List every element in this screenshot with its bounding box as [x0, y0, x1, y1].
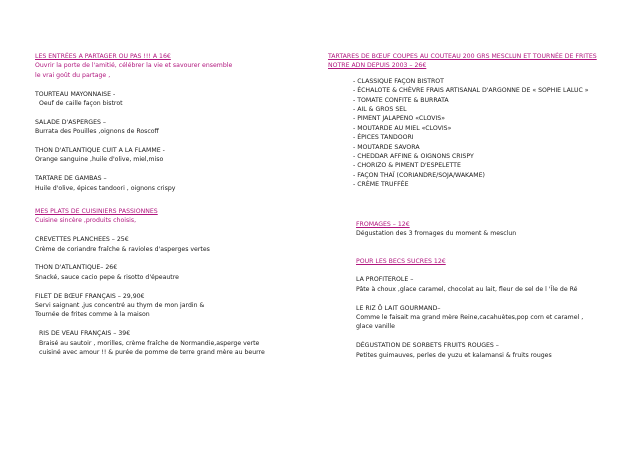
entree-name: TOURTEAU MAYONNAISE -	[35, 90, 116, 98]
dessert-desc: Comme le faisait ma grand mère Reine,cacahuètes,pop corn et caramel ,	[356, 313, 584, 321]
entree-item	[35, 118, 305, 137]
entrees-title: LES ENTRÉES A PARTAGER OU PAS !!! A 16€	[35, 53, 171, 60]
dessert-desc: Petites guimauves, perles de yuzu et kalamansi & fruits rouges	[356, 351, 552, 359]
plat-desc: cuisiné avec amour !! & purée de pomme de terre grand mère au beurre	[39, 349, 265, 357]
tartare-item: - CHORIZO & PIMENT D'ESPELETTE	[353, 162, 461, 170]
tartare-item: - CLASSIQUE FAÇON BISTROT	[353, 77, 444, 85]
tartare-item: - MOUTARDE AU MIEL «CLOVIS»	[353, 124, 452, 132]
entrees-intro-1: Ouvrir la porte de l'amitié, célébrer la vie et savourer ensemble	[35, 62, 233, 70]
tartares-title-2: NOTRE ADN DEPUIS 2003 – 26€	[328, 62, 427, 70]
entree-item	[35, 146, 305, 165]
entree-desc: Oeuf de caille façon bistrot	[39, 100, 123, 108]
tartares-title-1: TARTARES DE BŒUF COUPES AU COUTEAU 200 GRS MESCLUN ET TOURNÉE DE FRITES	[328, 53, 597, 60]
plat-name: THON D'ATLANTIQUE– 26€	[35, 264, 118, 272]
plat-desc: Braisé au sautoir , morilles, crème fraîche de Normandie,asperge verte	[39, 339, 260, 347]
entree-item	[35, 174, 305, 193]
dessert-item	[328, 304, 628, 332]
plat-item	[35, 329, 305, 357]
dessert-name: LA PROFITEROLE –	[356, 276, 414, 284]
entree-name: TARTARE DE GAMBAS –	[35, 175, 107, 183]
dessert-name: LE RIZ Ô LAIT GOURMAND–	[356, 304, 441, 312]
tartare-item: - MOUTARDE SAVORA	[353, 143, 420, 151]
left-column	[35, 52, 305, 357]
tartare-item: - ÉPICES TANDOORI	[353, 134, 414, 142]
plat-item	[35, 235, 305, 254]
entree-name: THON D'ATLANTIQUE CUIT A LA FLAMME -	[35, 147, 165, 155]
plats-title: MES PLATS DE CUISINIERS PASSIONNES	[35, 208, 158, 216]
dessert-item	[328, 275, 628, 294]
plat-name: CREVETTES PLANCHEES – 25€	[35, 236, 129, 244]
dessert-name: DÉGUSTATION DE SORBETS FRUITS ROUGES –	[356, 342, 499, 350]
plat-desc: Snacké, sauce cacio pepe & risotto d'épeautre	[35, 273, 179, 281]
plat-desc: Crème de coriandre fraîche & ravioles d'asperges vertes	[35, 245, 210, 253]
entree-desc: Huile d'olive, épices tandoori , oignons crispy	[35, 184, 176, 192]
dessert-desc: glace vanille	[356, 323, 395, 331]
entree-desc: Burrata des Pouilles ,oignons de Roscoff	[35, 128, 159, 136]
tartare-item: - FAÇON THAÏ (CORIANDRE/SOJA/WAKAME)	[353, 171, 485, 179]
entree-desc: Orange sanguine ,huile d'olive, miel,miso	[35, 156, 164, 164]
plat-item	[35, 292, 305, 320]
tartare-item: - CHEDDAR AFFINE & OIGNONS CRISPY	[353, 153, 474, 161]
entrees-intro-2: le vrai goût du partage ,	[35, 71, 111, 79]
plats-intro: Cuisine sincère ,produits choisis,	[35, 217, 137, 225]
tartare-item: - CRÈME TRUFFÉE	[353, 181, 409, 189]
plat-desc: Servi saignant ,jus concentré au thym de mon jardin &	[35, 302, 205, 310]
tartares-list	[328, 77, 628, 190]
fromages-title: FROMAGES – 12€	[356, 220, 410, 228]
tartare-item: - PIMENT JALAPENO «CLOVIS»	[353, 115, 446, 123]
plat-desc: Tournée de frites comme à la maison	[35, 311, 150, 319]
plat-name: RIS DE VEAU FRANÇAIS – 39€	[39, 330, 131, 338]
plat-item	[35, 263, 305, 282]
entree-item	[35, 90, 305, 109]
tartare-item: - ÉCHALOTE & CHÈVRE FRAIS ARTISANAL D'ARGONNE DE « SOPHIE LALUC »	[353, 87, 589, 95]
right-column	[328, 52, 628, 360]
plat-name: FILET DE BŒUF FRANÇAIS – 29,90€	[35, 292, 145, 300]
tartare-item: - TOMATE CONFITE & BURRATA	[353, 96, 449, 104]
dessert-item	[328, 341, 628, 360]
tartare-item: - AIL & GROS SEL	[353, 106, 407, 114]
fromages-desc: Dégustation des 3 fromages du moment & mesclun	[356, 230, 517, 238]
dessert-desc: Pâte à choux ,glace caramel, chocolat au lait, fleur de sel de l 'Île de Ré	[356, 285, 578, 293]
entree-name: SALADE D'ASPERGES –	[35, 118, 106, 126]
sucres-title: POUR LES BECS SUCRES 12€	[356, 257, 446, 265]
